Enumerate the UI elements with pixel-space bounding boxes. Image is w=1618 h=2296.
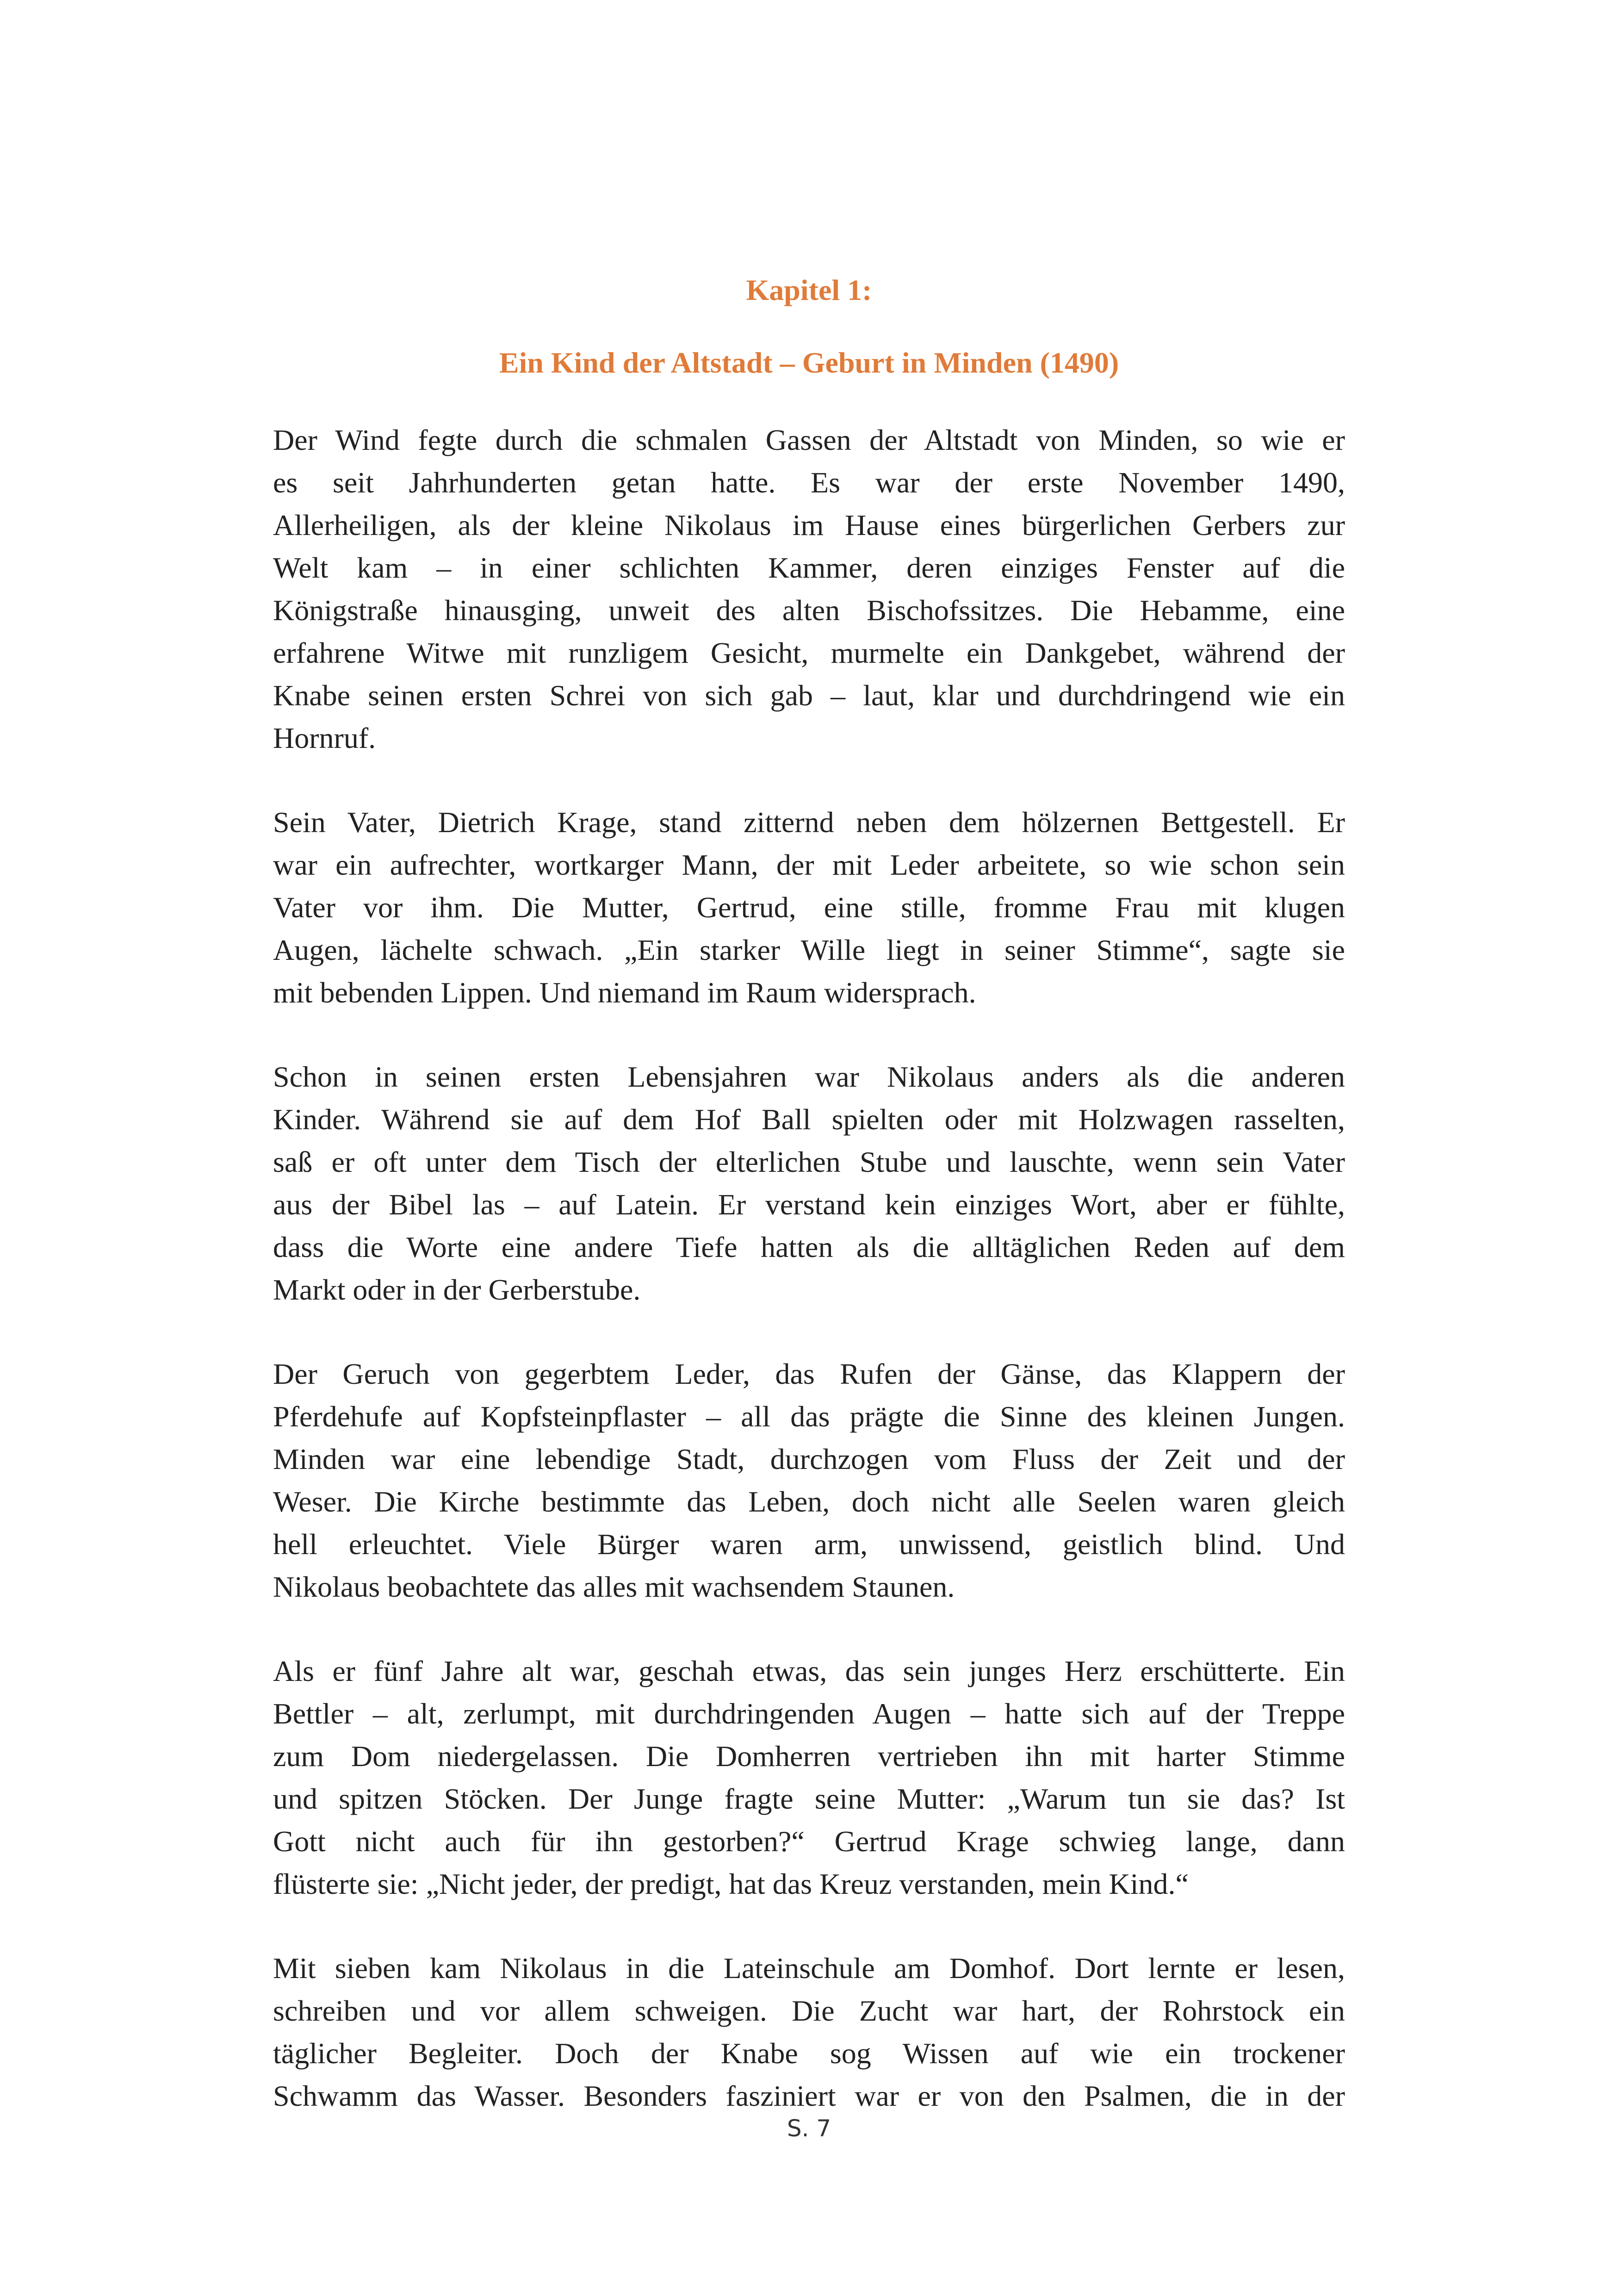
paragraph-line: es seit Jahrhunderten getan hatte. Es war der erste November 1490, — [273, 466, 1345, 499]
paragraph-line: erfahrene Witwe mit runzligem Gesicht, murmelte ein Dankgebet, während der — [273, 636, 1345, 669]
paragraph-line: Markt oder in der Gerberstube. — [273, 1273, 641, 1306]
paragraph-line: Als er fünf Jahre alt war, geschah etwas, das sein junges Herz erschütterte. Ein — [273, 1655, 1345, 1687]
paragraph-line: Pferdehufe auf Kopfsteinpflaster – all das prägte die Sinne des kleinen Jungen. — [273, 1400, 1345, 1433]
page-number: S. 7 — [787, 2115, 831, 2142]
chapter-body — [273, 419, 1345, 2159]
paragraph-line: Bettler – alt, zerlumpt, mit durchdringenden Augen – hatte sich auf der Treppe — [273, 1697, 1345, 1730]
paragraph-line: Knabe seinen ersten Schrei von sich gab – laut, klar und durchdringend wie ein — [273, 679, 1345, 712]
paragraph-line: flüsterte sie: „Nicht jeder, der predigt, hat das Kreuz verstanden, mein Kind.“ — [273, 1867, 1189, 1900]
paragraph-line: aus der Bibel las – auf Latein. Er verstand kein einziges Wort, aber er fühlte, — [273, 1188, 1345, 1221]
paragraph-line: Welt kam – in einer schlichten Kammer, deren einziges Fenster auf die — [273, 551, 1345, 584]
paragraph-line: Der Wind fegte durch die schmalen Gassen der Altstadt von Minden, so wie er — [273, 423, 1345, 456]
paragraph-line: täglicher Begleiter. Doch der Knabe sog Wissen auf wie ein trockener — [273, 2037, 1345, 2070]
paragraph-line: Minden war eine lebendige Stadt, durchzogen vom Fluss der Zeit und der — [273, 1443, 1345, 1475]
paragraph-line: Gott nicht auch für ihn gestorben?“ Gertrud Krage schwieg lange, dann — [273, 1825, 1345, 1858]
paragraph-line: war ein aufrechter, wortkarger Mann, der mit Leder arbeitete, so wie schon sein — [273, 848, 1345, 881]
paragraph-line: Hornruf. — [273, 722, 376, 754]
paragraph-line: Sein Vater, Dietrich Krage, stand zitternd neben dem hölzernen Bettgestell. Er — [273, 806, 1345, 839]
paragraph — [273, 1056, 1345, 1311]
paragraph-line: Königstraße hinausging, unweit des alten Bischofssitzes. Die Hebamme, eine — [273, 594, 1345, 627]
paragraph-line: Weser. Die Kirche bestimmte das Leben, doch nicht alle Seelen waren gleich — [273, 1485, 1345, 1518]
paragraph — [273, 1947, 1345, 2117]
paragraph — [273, 1650, 1345, 1905]
paragraph-line: Vater vor ihm. Die Mutter, Gertrud, eine stille, fromme Frau mit klugen — [273, 891, 1345, 924]
paragraph-line: Kinder. Während sie auf dem Hof Ball spielten oder mit Holzwagen rasselten, — [273, 1103, 1345, 1136]
paragraph-line: schreiben und vor allem schweigen. Die Zucht war hart, der Rohrstock ein — [273, 1994, 1345, 2027]
paragraph-line: Allerheiligen, als der kleine Nikolaus im Hause eines bürgerlichen Gerbers zur — [273, 509, 1345, 541]
paragraph-line: zum Dom niedergelassen. Die Domherren vertrieben ihn mit harter Stimme — [273, 1740, 1345, 1773]
paragraph-line: Schon in seinen ersten Lebensjahren war Nikolaus anders als die anderen — [273, 1060, 1345, 1093]
paragraph-line: Mit sieben kam Nikolaus in die Lateinschule am Domhof. Dort lernte er lesen, — [273, 1952, 1345, 1985]
paragraph-line: Augen, lächelte schwach. „Ein starker Wille liegt in seiner Stimme“, sagte sie — [273, 933, 1345, 966]
paragraph — [273, 419, 1345, 759]
paragraph-line: Nikolaus beobachtete das alles mit wachsendem Staunen. — [273, 1570, 955, 1603]
chapter-title: Ein Kind der Altstadt – Geburt in Minden (1490) — [499, 346, 1119, 379]
paragraph-line: mit bebenden Lippen. Und niemand im Raum widersprach. — [273, 976, 976, 1009]
paragraph-line: Schwamm das Wasser. Besonders fasziniert war er von den Psalmen, die in der — [273, 2079, 1345, 2112]
paragraph — [273, 1353, 1345, 1608]
paragraph-line: und spitzen Stöcken. Der Junge fragte seine Mutter: „Warum tun sie das? Ist — [273, 1782, 1345, 1815]
chapter-label: Kapitel 1: — [746, 274, 872, 306]
paragraph-line: hell erleuchtet. Viele Bürger waren arm, unwissend, geistlich blind. Und — [273, 1528, 1345, 1561]
paragraph-line: saß er oft unter dem Tisch der elterlichen Stube und lauschte, wenn sein Vater — [273, 1145, 1345, 1178]
paragraph — [273, 801, 1345, 1014]
paragraph-line: Der Geruch von gegerbtem Leder, das Rufen der Gänse, das Klappern der — [273, 1357, 1345, 1390]
paragraph-line: dass die Worte eine andere Tiefe hatten als die alltäglichen Reden auf dem — [273, 1231, 1345, 1263]
